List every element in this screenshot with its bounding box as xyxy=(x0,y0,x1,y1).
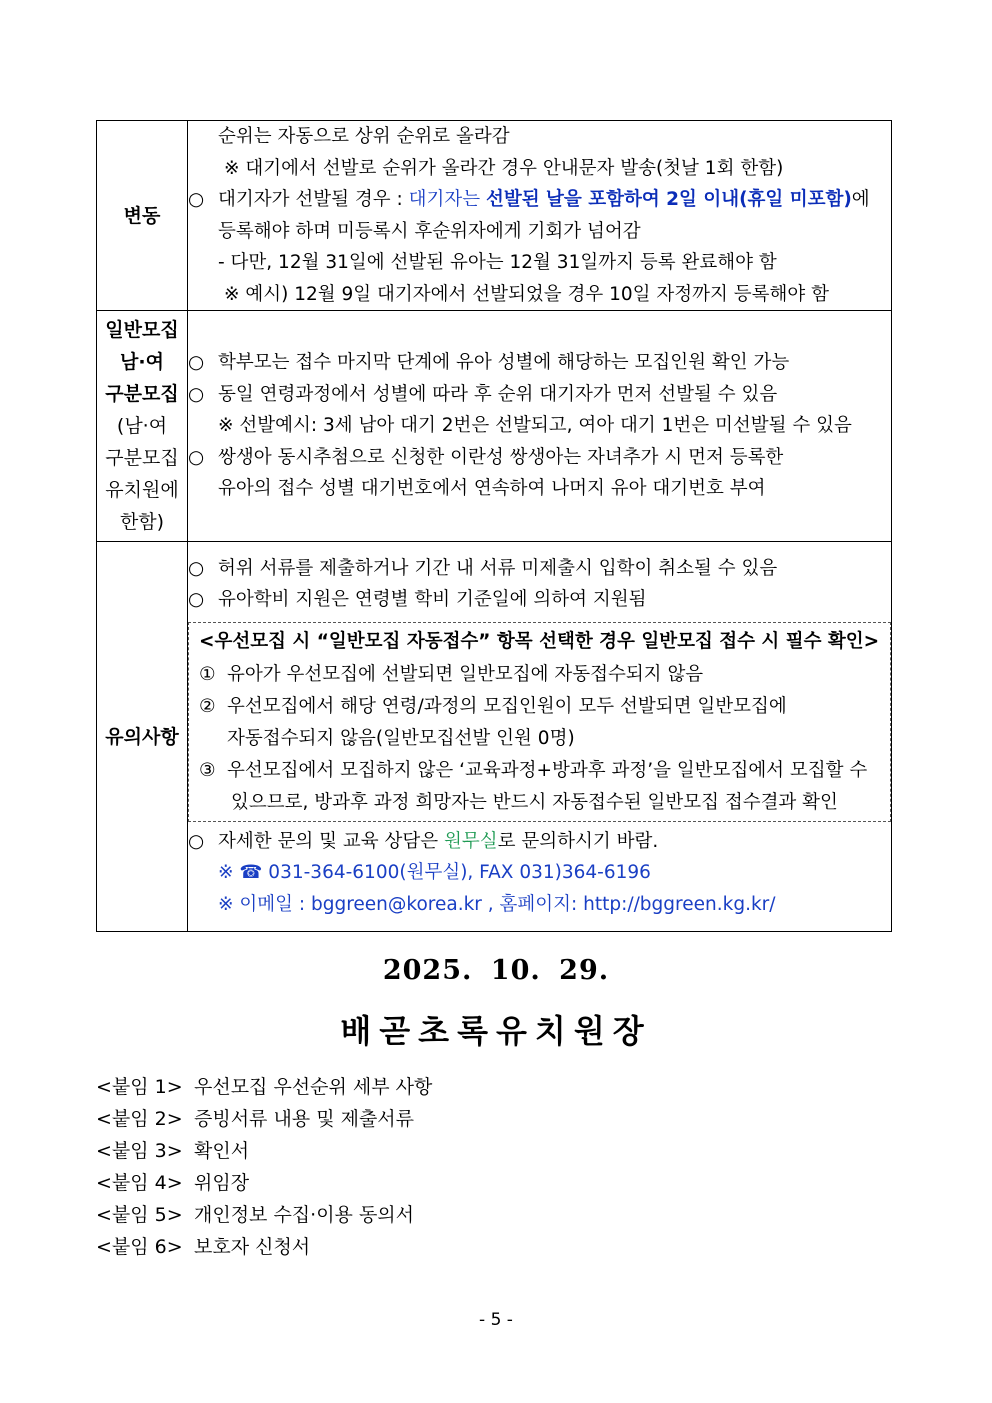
text-line: ○ 쌍생아 동시추첨으로 신청한 이란성 쌍생아는 자녀추가 시 먼저 등록한 xyxy=(188,442,891,474)
row-content-gender xyxy=(188,311,892,542)
bullet-icon: ○ xyxy=(188,446,205,468)
bullet-icon: ○ xyxy=(188,383,205,405)
row-label-notes: 유의사항 xyxy=(97,542,188,932)
text-line: ○ 유아학비 지원은 연령별 학비 기준일에 의하여 지원됨 xyxy=(188,584,891,616)
note-line: ※ 선발예시: 3세 남아 대기 2번은 선발되고, 여아 대기 1번은 미선발될 수 있음 xyxy=(218,415,852,437)
bullet-icon: ○ xyxy=(188,589,205,611)
text-line: 등록해야 하며 미등록시 후순위자에게 기회가 넘어감 xyxy=(218,220,641,242)
list-item: ③ 우선모집에서 모집하지 않은 ‘교육과정+방과후 과정’을 일반모집에서 모집할 수 xyxy=(199,755,882,787)
table-row-change xyxy=(97,121,892,311)
attachment-item: <붙임 3> 확인서 xyxy=(96,1140,250,1162)
email-homepage-link[interactable]: ※ 이메일 : bggreen@korea.kr , 홈페이지: http://bggreen.kg.kr/ xyxy=(218,893,776,915)
attachment-item: <붙임 6> 보호자 신청서 xyxy=(96,1236,311,1258)
table-row-gender xyxy=(97,311,892,542)
text-line: ○ 대기자가 선발될 경우 : 대기자는 선발된 날을 포함하여 2일 이내(휴일 미포함)에 xyxy=(188,184,891,216)
note-line: ※ 대기에서 선발로 순위가 올라간 경우 안내문자 발송(첫날 1회 한함) xyxy=(224,157,784,179)
auto-registration-notice-box xyxy=(188,622,891,822)
attachment-item: <붙임 2> 증빙서류 내용 및 제출서류 xyxy=(96,1108,415,1130)
bullet-icon: ○ xyxy=(188,557,205,579)
attachment-list xyxy=(96,1071,432,1263)
contact-line: ○ 자세한 문의 및 교육 상담은 원무실로 문의하시기 바람. xyxy=(188,826,891,858)
row-label-gender: 일반모집 남·여 구분모집 (남·여 구분모집 유치원에 한함) xyxy=(97,311,188,542)
text-line: ○ 학부모는 접수 마지막 단계에 유아 성별에 해당하는 모집인원 확인 가능 xyxy=(188,347,891,379)
list-item-continued: 자동접수되지 않음(일반모집선발 인원 0명) xyxy=(227,727,575,749)
attachment-item: <붙임 1> 우선모집 우선순위 세부 사항 xyxy=(96,1076,433,1098)
circled-number: ③ xyxy=(199,759,216,781)
table-row-notes xyxy=(97,542,892,932)
text-line: ○ 허위 서류를 제출하거나 기간 내 서류 미제출시 입학이 취소될 수 있음 xyxy=(188,553,891,585)
bullet-icon: ○ xyxy=(188,189,205,210)
list-item: ② 우선모집에서 해당 연령/과정의 모집인원이 모두 선발되면 일반모집에 xyxy=(199,691,882,723)
text-line: 유아의 접수 성별 대기번호에서 연속하여 나머지 유아 대기번호 부여 xyxy=(218,478,766,500)
phone-line: ※ ☎ 031-364-6100(원무실), FAX 031)364-6196 xyxy=(218,862,651,884)
text-line: 순위는 자동으로 상위 순위로 올라감 xyxy=(218,126,510,147)
document-date: 2025. 10. 29. xyxy=(382,955,610,986)
list-item: ① 유아가 우선모집에 선발되면 일반모집에 자동접수되지 않음 xyxy=(199,659,882,691)
text-line: ○ 동일 연령과정에서 성별에 따라 후 순위 대기자가 먼저 선발될 수 있음 xyxy=(188,379,891,411)
notice-table xyxy=(96,120,892,932)
notice-box-title: <우선모집 시 “일반모집 자동접수” 항목 선택한 경우 일반모집 접수 시 필수 확인> xyxy=(199,630,880,652)
row-content-notes xyxy=(188,542,892,932)
circled-number: ① xyxy=(199,663,216,685)
note-line: ※ 예시) 12월 9일 대기자에서 선발되었을 경우 10일 자정까지 등록해야 함 xyxy=(224,283,830,305)
row-label-change: 변동 xyxy=(97,121,188,311)
issuer-title: 배곧초록유치원장 xyxy=(340,1012,652,1050)
list-item-continued: 있으므로, 방과후 과정 희망자는 반드시 자동접수된 일반모집 접수결과 확인 xyxy=(231,791,838,813)
page-number: - 5 - xyxy=(479,1310,513,1330)
attachment-item: <붙임 5> 개인정보 수집·이용 동의서 xyxy=(96,1204,415,1226)
bullet-icon: ○ xyxy=(188,830,205,852)
bullet-icon: ○ xyxy=(188,352,205,374)
row-content-change xyxy=(188,121,892,311)
attachment-item: <붙임 4> 위임장 xyxy=(96,1172,250,1194)
text-line: - 다만, 12월 31일에 선발된 유아는 12월 31일까지 등록 완료해야 함 xyxy=(218,252,777,273)
circled-number: ② xyxy=(199,695,216,717)
